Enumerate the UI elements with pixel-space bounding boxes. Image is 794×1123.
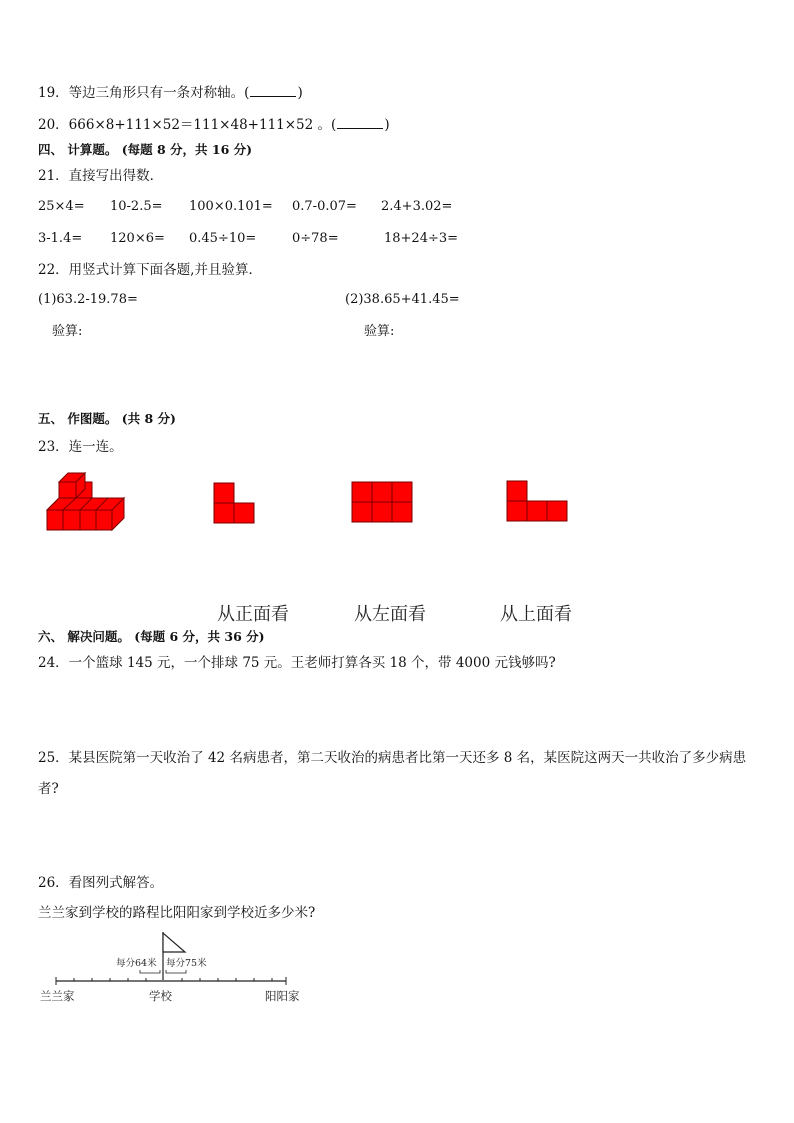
question-23-text: 23．连一连。	[38, 439, 123, 455]
view-label-left: 从左面看	[354, 604, 426, 625]
question-22-part-2: (2)38.65+41.45=	[345, 292, 460, 307]
question-22-text: 22．用竖式计算下面各题,并且验算．	[38, 262, 262, 278]
place-yangyang-home: 阳阳家	[265, 989, 300, 1003]
question-22-part-1: (1)63.2-19.78=	[38, 292, 138, 307]
question-19	[38, 84, 303, 102]
question-26-question: 兰兰家到学校的路程比阳阳家到学校近多少米?	[38, 905, 316, 921]
answer-blank-20[interactable]	[337, 116, 383, 129]
calc-item: 3-1.4=	[38, 231, 83, 246]
question-26-text: 26．看图列式解答。	[38, 875, 164, 891]
calc-item: 10-2.5=	[110, 199, 163, 214]
question-21-text: 21．直接写出得数．	[38, 168, 164, 184]
place-lanlan-home: 兰兰家	[40, 989, 75, 1003]
question-20-close: )	[384, 117, 390, 133]
right-speed-label: 每分75米	[166, 958, 207, 969]
view-long-l-shape	[506, 480, 568, 522]
check-label-1: 验算:	[52, 324, 83, 339]
cube-solid-figure	[40, 468, 130, 534]
calc-item: 100×0.101=	[189, 199, 273, 214]
question-19-close: )	[297, 85, 303, 101]
section-4-title: 四、 计算题。 (每题 8 分，共 16 分)	[38, 142, 253, 157]
calc-item: 120×6=	[110, 231, 165, 246]
view-grid-3x2	[351, 481, 413, 523]
question-25-line-1: 25．某县医院第一天收治了 42 名病患者，第二天收治的病患者比第一天还多 8 名，某医院这两天一共收治了多少病患	[38, 750, 747, 766]
calc-item: 25×4=	[38, 199, 85, 214]
question-19-text: 19．等边三角形只有一条对称轴。(	[38, 85, 250, 101]
question-25-line-2: 者?	[38, 781, 59, 797]
section-6-title: 六、 解决问题。 (每题 6 分，共 36 分)	[38, 629, 265, 644]
calc-item: 0÷78=	[292, 231, 339, 246]
view-label-front: 从正面看	[217, 604, 289, 625]
calc-item: 2.4+3.02=	[381, 199, 453, 214]
check-label-2: 验算:	[364, 324, 395, 339]
calc-item: 0.7-0.07=	[292, 199, 357, 214]
answer-blank-19[interactable]	[250, 84, 296, 97]
section-5-title: 五、 作图题。 (共 8 分)	[38, 411, 176, 426]
left-speed-label: 每分64米	[116, 958, 157, 969]
view-l-shape	[213, 482, 255, 524]
place-school: 学校	[149, 989, 172, 1003]
question-24-text: 24．一个篮球 145 元，一个排球 75 元。王老师打算各买 18 个，带 4000 元钱够吗?	[38, 655, 556, 671]
question-20	[38, 116, 390, 134]
question-20-text: 20．666×8+111×52＝111×48+111×52 。(	[38, 117, 337, 133]
calc-item: 18+24÷3=	[384, 231, 459, 246]
calc-item: 0.45÷10=	[189, 231, 257, 246]
route-diagram	[36, 930, 306, 1006]
view-label-top: 从上面看	[500, 604, 572, 625]
